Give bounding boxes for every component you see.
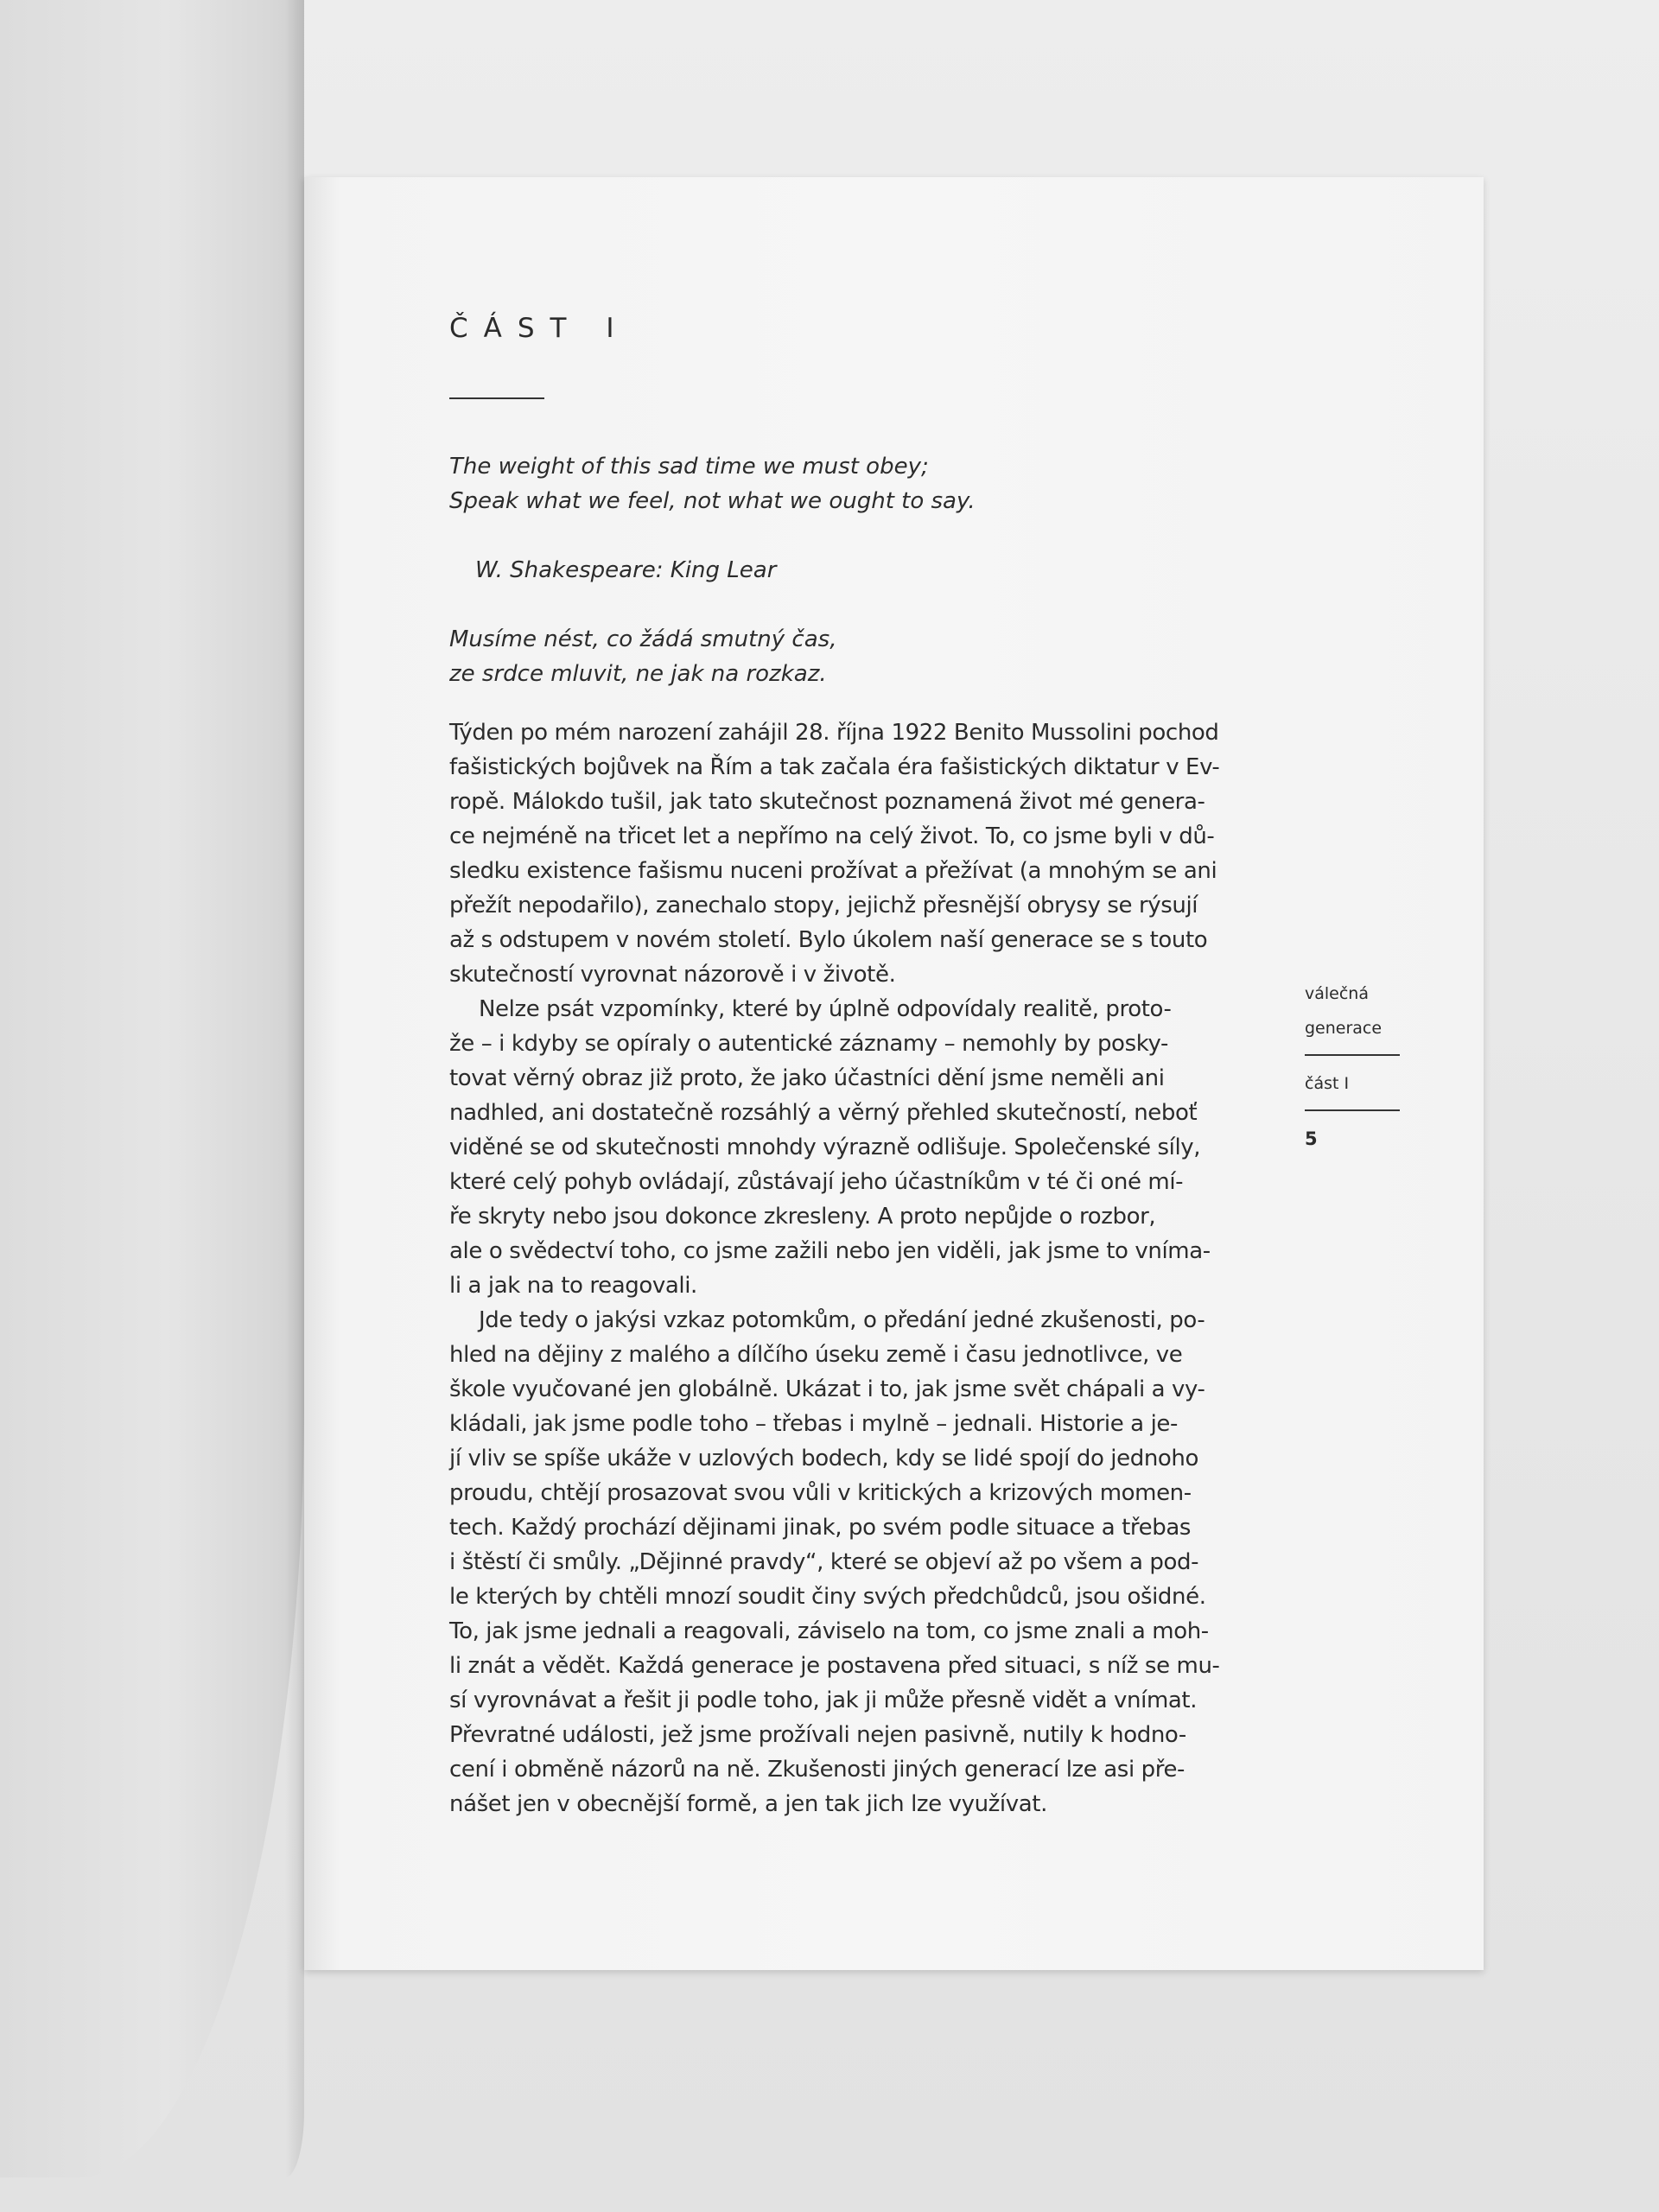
text-line: tovat věrný obraz již proto, že jako účastníci dění jsme neměli ani [449,1065,1165,1091]
text-line: které celý pohyb ovládají, zůstávají jeho účastníkům v té či oné mí- [449,1169,1184,1195]
text-line: li znát a vědět. Každá generace je postavena před situaci, s níž se mu- [449,1653,1220,1679]
text-line: To, jak jsme jednali a reagovali, záviselo na tom, co jsme znali a moh- [449,1618,1209,1644]
text-line: kládali, jak jsme podle toho – třebas i mylně – jednali. Historie a je- [449,1411,1178,1437]
margin-title-line: generace [1305,1019,1382,1038]
text-line: Jde tedy o jakýsi vzkaz potomkům, o předání jedné zkušenosti, po- [479,1307,1205,1333]
motto-english [449,449,1244,518]
body-paragraph [449,1303,1244,1821]
text-line: až s odstupem v novém století. Bylo úkolem naší generace se s touto [449,927,1208,953]
margin-rule [1305,1109,1400,1111]
text-line: i štěstí či smůly. „Dějinné pravdy“, které se objeví až po všem a pod- [449,1549,1199,1575]
text-line: le kterých by chtěli mnozí soudit činy svých předchůdců, jsou ošidné. [449,1584,1206,1610]
text-line: že – i kdyby se opíraly o autentické záznamy – nemohly by posky- [449,1031,1168,1057]
margin-title-line: válečná [1305,984,1369,1003]
text-line: fašistických bojůvek na Řím a tak začala éra fašistických diktatur v Ev- [449,754,1220,780]
text-line: hled na dějiny z malého a dílčího úseku země i času jednotlivce, ve [449,1342,1183,1368]
text-line: viděné se od skutečnosti mnohdy výrazně odlišuje. Společenské síly, [449,1135,1201,1160]
text-line: nášet jen v obecnější formě, a jen tak jich lze využívat. [449,1791,1047,1817]
page-content [449,311,1244,1821]
text-line: nadhled, ani dostatečně rozsáhlý a věrný přehled skutečností, neboť [449,1100,1198,1126]
text-line: skutečností vyrovnat názorově i v životě. [449,962,896,988]
motto-line: ze srdce mluvit, ne jak na rozkaz. [449,661,827,687]
text-line: škole vyučované jen globálně. Ukázat i to, jak jsme svět chápali a vy- [449,1376,1205,1402]
body-paragraph [449,715,1244,992]
text-line: ce nejméně na třicet let a nepřímo na celý život. To, co jsme byli v dů- [449,823,1215,849]
motto-line: Musíme nést, co žádá smutný čas, [449,626,837,652]
motto-line: Speak what we feel, not what we ought to say. [449,488,976,514]
text-line: ale o svědectví toho, co jsme zažili nebo jen viděli, jak jsme to vníma- [449,1238,1211,1264]
text-line: proudu, chtějí prosazovat svou vůli v kritických a krizových momen- [449,1480,1192,1506]
body-text [449,715,1244,1821]
heading-rule [449,397,544,399]
page-number: 5 [1305,1128,1318,1149]
text-line: li a jak na to reagovali. [449,1273,697,1299]
text-line: Nelze psát vzpomínky, které by úplně odpovídaly realitě, proto- [479,996,1172,1022]
text-line: sledku existence fašismu nuceni prožívat a přežívat (a mnohým se ani [449,858,1217,884]
motto-attribution: W. Shakespeare: King Lear [475,557,777,583]
text-line: jí vliv se spíše ukáže v uzlových bodech, kdy se lidé spojí do jednoho [449,1446,1199,1471]
text-line: Převratné události, jež jsme prožívali nejen pasivně, nutily k hodno- [449,1722,1186,1748]
margin-section: část I [1305,1074,1350,1093]
text-line: přežít nepodařilo), zanechalo stopy, jejichž přesnější obrysy se rýsují [449,893,1198,918]
text-line: cení i obměně názorů na ně. Zkušenosti jiných generací lze asi pře- [449,1757,1185,1783]
margin-rule [1305,1054,1400,1056]
motto-line: The weight of this sad time we must obey; [449,454,929,480]
text-line: sí vyrovnávat a řešit ji podle toho, jak ji může přesně vidět a vnímat. [449,1688,1198,1713]
text-line: ropě. Málokdo tušil, jak tato skutečnost poznamená život mé genera- [449,789,1205,815]
text-line: ře skryty nebo jsou dokonce zkresleny. A proto nepůjde o rozbor, [449,1204,1156,1230]
left-page-curl [0,0,304,2177]
text-line: Týden po mém narození zahájil 28. října 1922 Benito Mussolini pochod [449,720,1219,746]
part-heading: ČÁST I [449,313,630,344]
motto-czech [449,622,1244,691]
body-paragraph [449,992,1244,1303]
margin-note [1305,976,1400,1156]
text-line: tech. Každý prochází dějinami jinak, po svém podle situace a třebas [449,1515,1192,1541]
